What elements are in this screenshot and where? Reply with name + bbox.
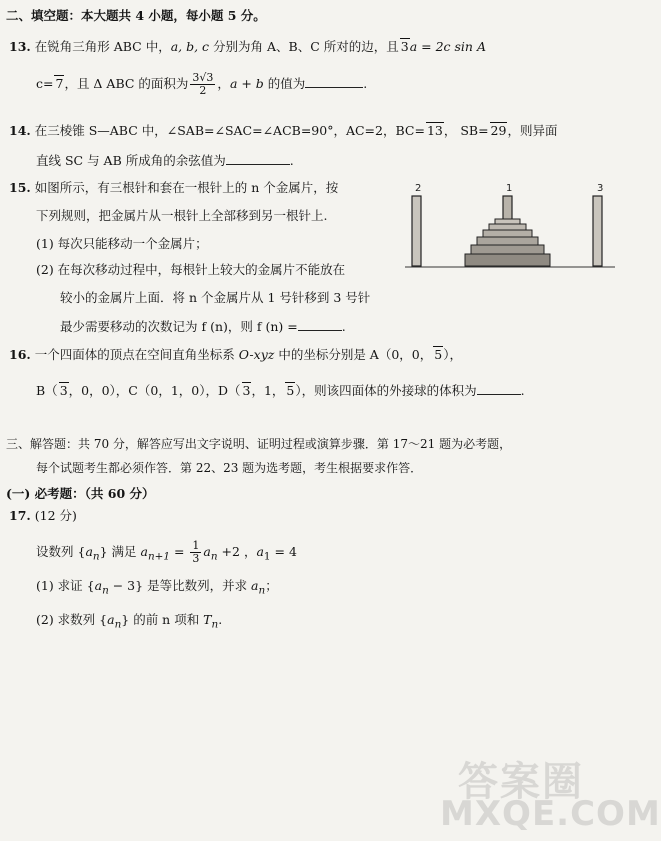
q16-text: ）， <box>443 347 462 362</box>
disk <box>489 224 526 230</box>
recurrence-fraction <box>190 540 201 565</box>
question-number: 15. <box>9 180 31 195</box>
q16-text: ），则该四面体的外接球的体积为 <box>295 383 477 398</box>
q16-text: . <box>520 383 525 398</box>
sqrt-expression: 7 <box>55 76 64 91</box>
fraction-denominator: 2 <box>199 84 207 97</box>
q17-var: T <box>203 612 212 627</box>
q14-text: . <box>289 153 294 168</box>
answer-blank <box>226 152 290 165</box>
q16-text: 一个四面体的顶点在空间直角坐标系 <box>34 347 239 362</box>
q16-text: B（ <box>36 383 58 398</box>
q13-equation: a = 2c sin A <box>409 39 486 54</box>
q14-text: ， SB= <box>443 123 489 138</box>
fraction-denominator: 3 <box>192 552 200 565</box>
q14-text: 直线 SC 与 AB 所成角的余弦值为 <box>36 153 226 168</box>
question-15-rule2b: 较小的金属片上面．将 n 个金属片从 1 号针移到 3 号针 <box>60 290 371 305</box>
q16-text: ，0，0），C（0，1，0），D（ <box>68 383 241 398</box>
question-15-line1 <box>9 180 338 196</box>
question-15-rule2: (2) 在每次移动过程中，每根针上较大的金属片不能放在 <box>36 262 346 277</box>
q13-text: 分别为角 A、B、C 所对的边，且 <box>209 39 399 54</box>
sqrt-expression: 5 <box>286 383 295 398</box>
question-number: 14. <box>9 123 31 138</box>
q13-expr: a + b <box>229 76 264 91</box>
q15-text: . <box>341 319 346 334</box>
q17-var: a <box>203 544 211 559</box>
q17-text: (2) 求数列 { <box>36 612 108 627</box>
question-17-header <box>9 508 77 524</box>
q13-text: c= <box>36 76 54 91</box>
answer-blank <box>477 382 521 395</box>
watermark-url: MXQE.COM <box>440 794 661 834</box>
q17-text: (1) 求证 { <box>36 578 95 593</box>
sqrt-expression: 3 <box>242 383 251 398</box>
q17-text: ； <box>265 578 278 593</box>
question-15-rule2c <box>60 318 346 335</box>
q16-coord-system: O-xyz <box>238 347 275 362</box>
hanoi-figure <box>405 182 615 270</box>
peg-label-left: 2 <box>415 183 422 194</box>
sqrt-expression: 13 <box>426 123 443 138</box>
q17-var: a <box>107 612 115 627</box>
question-17-intro: 设数列 $\{a_n\}$ 满足 $a_{n+1}$ = $\frac{1}{3}$ $a_n +2$ ，$a_1 = 4$ <box>36 539 297 565</box>
question-16-line1 <box>9 346 462 363</box>
q15-text: 最少需要移动的次数记为 f (n)，则 f (n) = <box>60 319 298 334</box>
q17-text: = 4 <box>270 544 297 559</box>
q13-text: . <box>363 76 368 91</box>
disk <box>471 245 544 254</box>
question-14-line2 <box>36 152 294 169</box>
fraction-numerator: 1 <box>192 539 200 552</box>
q17-var: a <box>140 544 148 559</box>
question-number: 17. <box>9 508 31 523</box>
q16-text: ，1， <box>251 383 285 398</box>
question-13-line2 <box>36 72 367 97</box>
q13-text: 在锐角三角形 ABC 中， <box>34 39 171 54</box>
disk <box>483 230 532 237</box>
sqrt-expression: 5 <box>434 347 443 362</box>
peg-label-right: 3 <box>597 183 604 194</box>
q14-text: ，则异面 <box>507 123 558 138</box>
q17-points: (12 分) <box>34 508 77 523</box>
peg-right <box>593 196 602 266</box>
question-number: 13. <box>9 39 31 54</box>
sqrt-expression: 29 <box>490 123 507 138</box>
fraction-numerator: 3√3 <box>192 71 214 84</box>
q17-var: a <box>94 578 103 593</box>
q17-text: } 满足 <box>99 544 141 559</box>
q17-text: +2 ， <box>217 544 257 559</box>
answer-blank <box>298 318 342 331</box>
q13-text: ，且 Δ ABC 的面积为 <box>64 76 189 91</box>
question-17-part2: (2) 求数列 $\{a_n\}$ 的前 n 项和 $T_n$. <box>36 612 223 631</box>
q17-var: a <box>256 544 264 559</box>
question-15-rule1: (1) 每次只能移动一个金属片； <box>36 236 208 251</box>
question-16-line2 <box>36 382 525 399</box>
watermark-logo: 答案圈 <box>458 759 584 805</box>
area-fraction <box>190 72 215 97</box>
peg-label-middle: 1 <box>506 183 513 194</box>
disk <box>477 237 538 245</box>
q13-vars: a, b, c <box>170 39 210 54</box>
question-14-line1 <box>9 122 557 139</box>
section-3-heading-cont: 每个试题考生都必须作答．第 22、23 题为选考题，考生根据要求作答． <box>36 461 423 475</box>
question-15-line2: 下列规则，把金属片从一根针上全部移到另一根针上. <box>36 208 328 223</box>
q17-var: a <box>251 578 259 593</box>
q16-text: 中的坐标分别是 A（0，0， <box>274 347 433 362</box>
q13-text: ， <box>217 76 230 91</box>
q13-text: 的值为 <box>263 76 306 91</box>
q17-text: = <box>170 544 189 559</box>
disk <box>495 219 520 224</box>
q17-text: . <box>218 612 223 627</box>
question-13-line1 <box>9 38 486 55</box>
question-17-part1: (1) 求证 $\{a_n - 3\}$ 是等比数列，并求 $a_n$； <box>36 578 278 597</box>
section-3-heading: 三、解答题：共 70 分，解答应写出文字说明、证明过程或演算步骤．第 17～21 题为必考题， <box>6 437 512 451</box>
q17-var: a <box>85 544 93 559</box>
q15-text: 如图所示，有三根针和套在一根针上的 n 个金属片，按 <box>34 180 339 195</box>
q17-text: } 的前 n 项和 <box>121 612 204 627</box>
peg-left <box>412 196 421 266</box>
answer-blank <box>305 75 363 88</box>
q17-text: − 3} 是等比数列，并求 <box>108 578 252 593</box>
q17-text: 设数列 { <box>36 544 86 559</box>
sqrt-expression: 3 <box>59 383 68 398</box>
disk <box>465 254 550 266</box>
section-2-heading: 二、填空题：本大题共 4 小题，每小题 5 分。 <box>6 8 266 23</box>
q14-text: 在三棱锥 S—ABC 中，∠SAB=∠SAC=∠ACB=90°，AC=2，BC= <box>34 123 425 138</box>
sqrt-expression: 3 <box>400 39 409 54</box>
hanoi-diagram <box>405 182 615 270</box>
question-number: 16. <box>9 347 31 362</box>
section-3-sub: (一) 必考题：（共 60 分） <box>6 486 155 501</box>
